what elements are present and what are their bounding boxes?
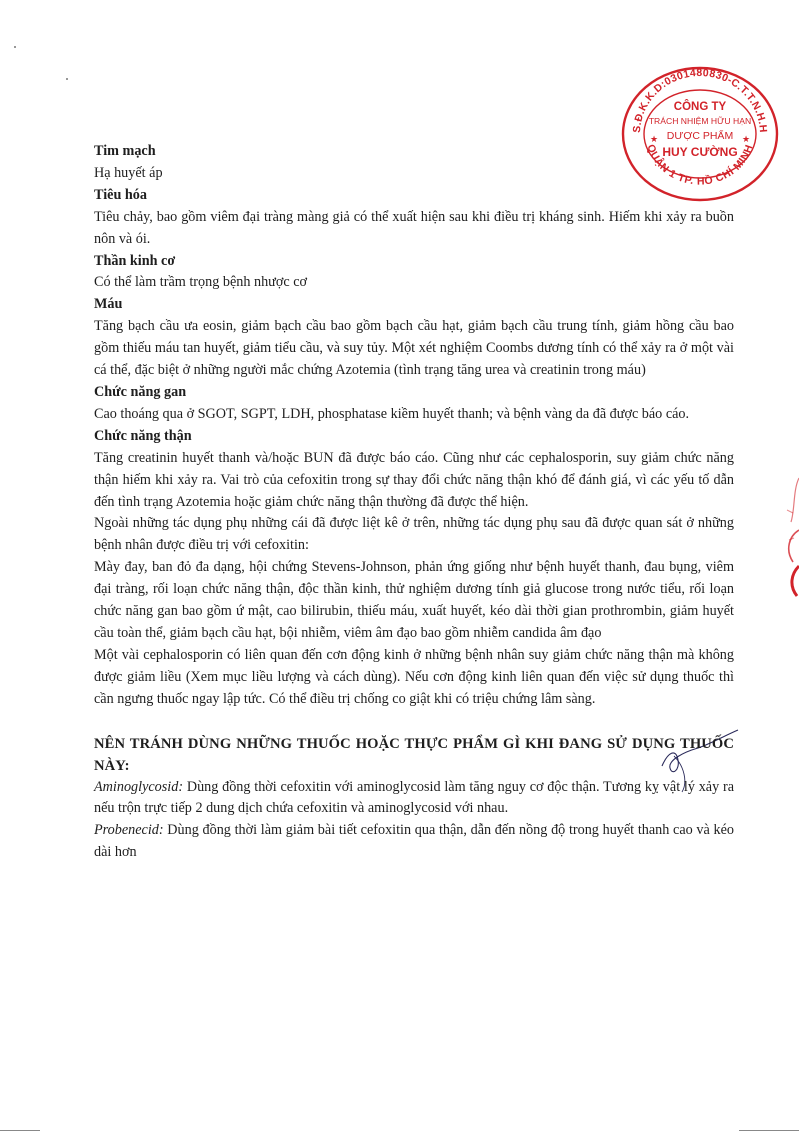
interactions-title: NÊN TRÁNH DÙNG NHỮNG THUỐC HOẶC THỰC PHẨM GÌ KHI ĐANG SỬ DỤNG THUỐC NÀY: xyxy=(94,735,734,774)
section-heading-digestive: Tiêu hóa xyxy=(94,186,147,203)
stamp-line-4: HUY CƯỜNG xyxy=(662,145,738,159)
scan-speck xyxy=(14,46,16,48)
scan-speck xyxy=(66,78,68,80)
section-heading-cardiovascular: Tim mạch xyxy=(94,143,156,159)
section-heading-liver-function: Chức năng gan xyxy=(94,383,187,400)
stamp-registration: S.Đ.K.K.D:0301480830-C.T.T.N.H.H xyxy=(630,66,770,134)
interaction-item xyxy=(94,777,734,821)
scan-bottom-edge-right xyxy=(739,1130,799,1131)
interaction-drug-name: Probenecid: xyxy=(94,822,164,839)
document-body xyxy=(94,141,734,864)
section-heading-blood: Máu xyxy=(94,296,123,313)
section-text: Hạ huyết áp xyxy=(94,164,163,181)
section-text: Mày đay, ban đỏ đa dạng, hội chứng Stevens-Johnson, phản ứng giống như bệnh huyết thanh, đau bụng, viêm đại tràng, rối loạn chức năng thận, độc thần kinh, thử nghiệm dương tính giả glucose trong nước tiểu, rối loạn chức năng gan bao gồm ứ mật, cao bilirubin, thiếu máu, xuất huyết, kéo dài thời gian prothrombin, giảm huyết cầu toàn thể, giảm bạch cầu hạt, bội nhiễm, viêm âm đạo bao gồm nhiễm candida âm đạo xyxy=(94,559,734,641)
interaction-drug-name: Aminoglycosid: xyxy=(94,778,184,795)
stamp-address: QUẬN 1 TP. HỒ CHÍ MINH xyxy=(644,142,756,188)
section-text: Có thể làm trầm trọng bệnh nhược cơ xyxy=(94,274,307,291)
spacer xyxy=(94,711,734,733)
stamp-line-2: TRÁCH NHIỆM HỮU HẠN xyxy=(648,116,752,126)
section-text: Ngoài những tác dụng phụ những cái đã được liệt kê ở trên, những tác dụng phụ sau đã được quan sát ở những bệnh nhân được điều trị với cefoxitin: xyxy=(94,515,734,554)
section-text: Một vài cephalosporin có liên quan đến cơn động kinh ở những bệnh nhân suy giảm chức năng thận mà không được giảm liều (Xem mục liều lượng và cách dùng). Nếu cơn động kinh liên quan đến việc sử dụng thuốc thì cần ngưng thuốc ngay lập tức. Có thể điều trị chống co giật khi có triệu chứng lâm sàng. xyxy=(94,646,734,707)
edge-stamp-fragment xyxy=(773,470,799,600)
scan-bottom-edge-left xyxy=(0,1130,40,1131)
svg-text:★: ★ xyxy=(741,134,751,144)
stamp-line-3: DƯỢC PHẨM xyxy=(666,130,734,142)
interaction-text: Dùng đồng thời làm giảm bài tiết cefoxitin qua thận, dẫn đến nồng độ trong huyết thanh cao và kéo dài hơn xyxy=(94,822,734,861)
stamp-line-1: CÔNG TY xyxy=(673,101,727,113)
interaction-text: Dùng đồng thời cefoxitin với aminoglycosid làm tăng nguy cơ độc thận. Tương kỵ vật lý xảy ra nếu trộn trực tiếp 2 dung dịch chứa cefoxitin và aminoglycosid với nhau. xyxy=(94,778,734,817)
section-heading-neuromuscular: Thần kinh cơ xyxy=(94,252,176,269)
section-text: Tăng creatinin huyết thanh và/hoặc BUN đã được báo cáo. Cũng như các cephalosporin, suy giảm chức năng thận hiếm khi xảy ra. Vai trò của cefoxitin trong sự thay đổi chức năng thận khó để đánh giá, vì các yếu tố dẫn đến tình trạng Azotemia hoặc giảm chức năng thận thường đã được thể hiện. xyxy=(94,449,734,510)
section-text: Tăng bạch cầu ưa eosin, giảm bạch cầu bao gồm bạch cầu hạt, giảm bạch cầu trung tính, giảm hồng cầu bao gồm thiếu máu tan huyết, giảm tiểu cầu, và suy tủy. Một xét nghiệm Coombs dương tính có thể xảy ra ở một vài cá thể, đặc biệt ở những người mắc chứng Azotemia (tình trạng tăng urea và creatinin trong máu) xyxy=(94,318,734,379)
svg-text:★: ★ xyxy=(649,134,659,144)
section-text: Cao thoáng qua ở SGOT, SGPT, LDH, phosphatase kiềm huyết thanh; và bệnh vàng da đã được báo cáo. xyxy=(94,405,690,422)
interaction-item xyxy=(94,820,734,864)
section-text: Tiêu chảy, bao gồm viêm đại tràng màng giả có thể xuất hiện sau khi điều trị kháng sinh. Hiếm khi xảy ra buồn nôn và ói. xyxy=(94,208,734,247)
section-heading-kidney-function: Chức năng thận xyxy=(94,427,192,444)
